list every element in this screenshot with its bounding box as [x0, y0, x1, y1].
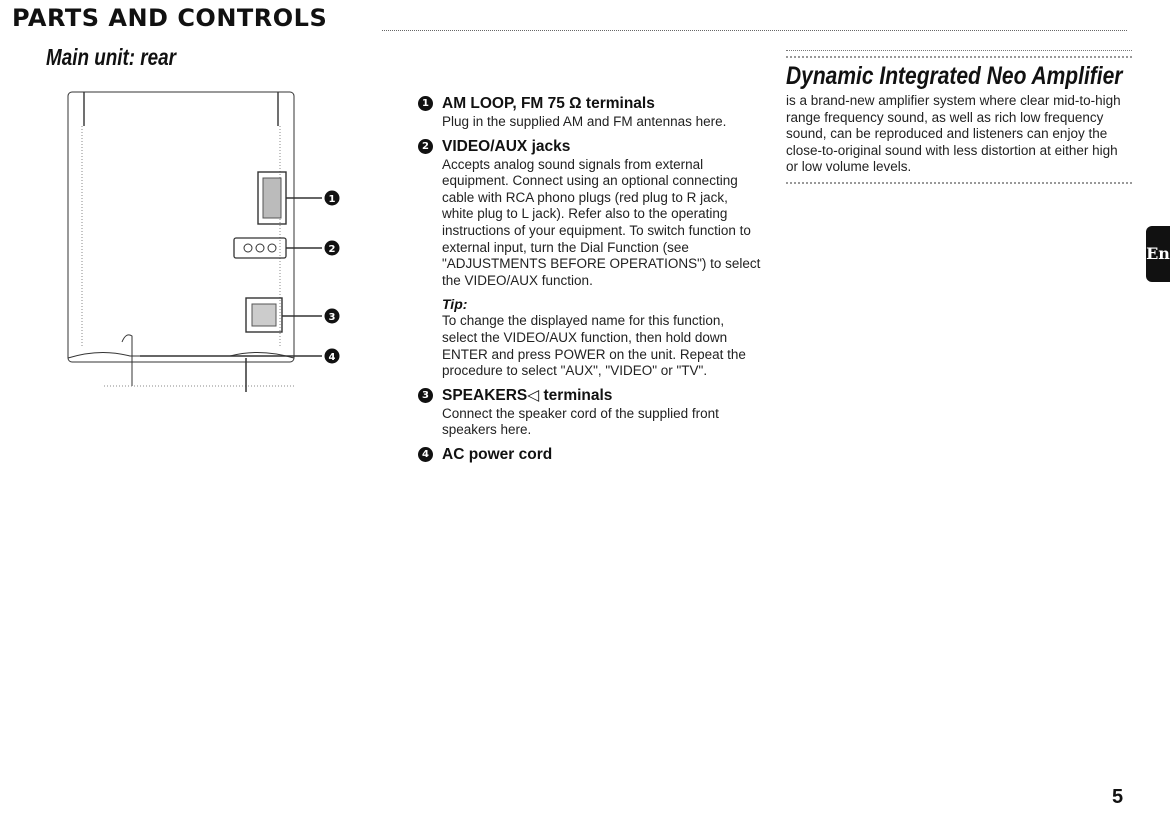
- control-title: VIDEO/AUX jacks: [442, 137, 571, 155]
- amplifier-top-rule: [786, 50, 1132, 58]
- control-item-ac-power-cord: [418, 445, 763, 465]
- control-title: SPEAKERS◁ terminals: [442, 386, 613, 404]
- amplifier-feature-box: [786, 50, 1132, 187]
- callout-3-number: 3: [328, 312, 336, 323]
- control-description: Connect the speaker cord of the supplied front speakers here.: [442, 405, 719, 438]
- page-title: PARTS AND CONTROLS: [12, 4, 328, 32]
- callout-2-number: 2: [328, 244, 336, 255]
- callout-2: [325, 241, 340, 256]
- control-item-video-aux: [418, 137, 763, 380]
- tip-label: Tip:: [442, 296, 468, 313]
- callout-3: [325, 309, 340, 324]
- section-heading: Main unit: rear: [46, 44, 176, 70]
- callout-1-number: 1: [328, 194, 336, 205]
- control-description: Plug in the supplied AM and FM antennas here.: [442, 114, 727, 129]
- tip-text: To change the displayed name for this function, select the VIDEO/AUX function, then hold down ENTER and press POWER on the unit. Repeat the procedure to select "AUX", "VIDEO" or "TV".: [442, 313, 746, 379]
- video-aux-jack-panel: [234, 238, 286, 258]
- amplifier-bottom-rule: [786, 182, 1132, 187]
- control-description: Accepts analog sound signals from external equipment. Connect using an optional connecting cable with RCA phono plugs (red plug to R jack, white plug to L jack). Refer also to the operating instructions of your equipment. To switch function to external input, turn the Dial Function (see "ADJUSTMENTS BEFORE OPERATIONS") to select the VIDEO/AUX function.: [442, 156, 761, 288]
- amplifier-description: is a brand-new amplifier system where clear mid-to-high range frequency sound, as well as rich low frequency sound, can be reproduced and listeners can enjoy the close-to-original sound with less distortion at either high or low volume levels.: [786, 93, 1121, 175]
- controls-list: [418, 94, 763, 471]
- callout-4-number: 4: [328, 352, 336, 363]
- control-title: AM LOOP, FM 75 Ω terminals: [442, 95, 655, 112]
- callout-1: [325, 191, 340, 206]
- control-number-badge: 3: [418, 388, 433, 403]
- language-tab: En: [1146, 226, 1170, 282]
- callout-4: [325, 349, 340, 364]
- control-title: AC power cord: [442, 445, 553, 463]
- control-number-badge: 1: [418, 96, 433, 111]
- page-number: 5: [1112, 786, 1124, 808]
- amplifier-title: Dynamic Integrated Neo Amplifier: [786, 62, 1123, 90]
- title-divider: [382, 30, 1127, 31]
- control-number-badge: 2: [418, 139, 433, 154]
- control-item-speakers: [418, 386, 763, 439]
- control-number-badge: 4: [418, 447, 433, 462]
- rear-panel-diagram: [60, 86, 360, 406]
- control-item-am-loop: [418, 94, 763, 131]
